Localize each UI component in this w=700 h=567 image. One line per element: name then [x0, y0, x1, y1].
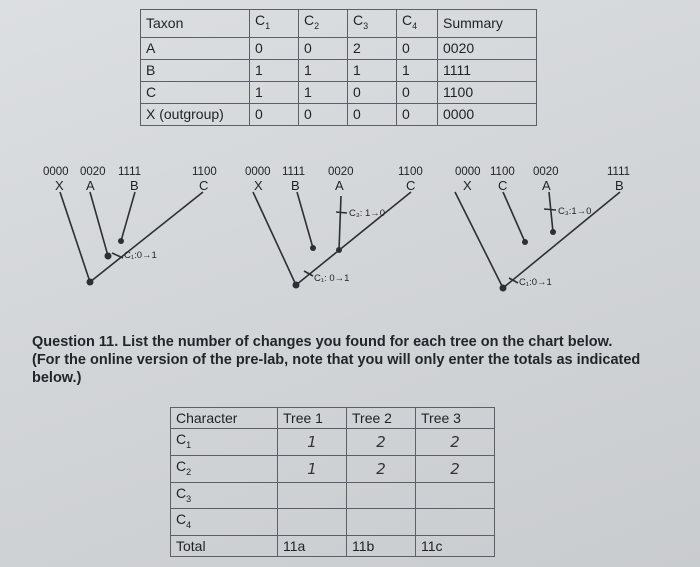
tree3-node: [550, 229, 556, 235]
c2-cell: 1: [299, 81, 348, 103]
total-label: Total: [171, 536, 278, 557]
tree1-change-mark: [112, 253, 123, 258]
tree1-leaf: X: [55, 178, 64, 193]
question-note: (For the online version of the pre-lab, note that you will only enter the totals as indicated below.): [32, 352, 641, 386]
taxon-cell: X (outgroup): [141, 103, 250, 125]
tree3-branch: [455, 192, 503, 288]
answer-cell[interactable]: 2: [347, 455, 416, 482]
taxon-cell: A: [141, 37, 250, 59]
tree1-code: 0000: [43, 166, 69, 178]
tree2-code: 1100: [398, 166, 423, 178]
tree2-code: 0000: [245, 166, 271, 178]
header-c4: $C_4$: [397, 10, 438, 38]
tree2-code: 0020: [328, 166, 354, 178]
tree3-node: [500, 285, 507, 292]
tree2-change-mark: [336, 212, 347, 213]
tree2-node: [310, 245, 316, 251]
tree2-branch: [296, 192, 411, 285]
tree1-branch: [90, 192, 108, 256]
answer-table: [170, 407, 495, 557]
tree3-leaf: X: [463, 178, 472, 193]
tree3-change-mark: [544, 209, 556, 210]
total-row: [171, 536, 495, 557]
table-row: [171, 509, 495, 536]
tree2-branch: [253, 192, 296, 285]
answer-cell[interactable]: [278, 482, 347, 509]
tree3-leaf: B: [615, 178, 624, 193]
c4-cell: 0: [397, 81, 438, 103]
tree2-leaf: C: [406, 178, 416, 193]
tree3-code: 1100: [490, 166, 515, 178]
summary-cell: 0000: [438, 103, 537, 125]
c1-cell: 1: [250, 81, 299, 103]
tree1-code: 0020: [80, 166, 106, 178]
question-number: Question 11.: [32, 334, 119, 350]
c3-cell: 2: [348, 37, 397, 59]
table-row: [171, 482, 495, 509]
tree1-branch: [90, 192, 203, 282]
taxon-cell: C: [141, 81, 250, 103]
tree1-branch: [60, 192, 90, 282]
tree2-leaf: X: [254, 178, 263, 193]
character-label: $C_3$: [171, 482, 278, 509]
header-summary: Summary: [438, 10, 537, 38]
tree1-node: [105, 253, 112, 260]
tree2-branch: [297, 192, 313, 248]
tree1-node: [87, 279, 94, 286]
header-c1: $C_1$: [250, 10, 299, 38]
c3-cell: 0: [348, 81, 397, 103]
answer-cell[interactable]: 2: [347, 429, 416, 456]
answer-cell[interactable]: [416, 509, 495, 536]
c1-cell: 1: [250, 59, 299, 81]
tree3-node: [522, 239, 528, 245]
answer-cell[interactable]: [278, 509, 347, 536]
c3-cell: 1: [348, 59, 397, 81]
summary-cell: 1111: [438, 59, 537, 81]
header-c3: $C_3$: [348, 10, 397, 38]
character-label: $C_4$: [171, 509, 278, 536]
tree3-leaf: A: [542, 178, 551, 193]
tree2-leaf: A: [335, 178, 344, 193]
header-tree3: Tree 3: [416, 408, 495, 429]
c2-cell: 1: [299, 59, 348, 81]
tree1-code: 1111: [118, 166, 142, 178]
character-label: $C_1$: [171, 429, 278, 456]
tree2-node: [336, 247, 342, 253]
tree1-leaf: A: [86, 178, 95, 193]
tree2-leaf: B: [291, 178, 300, 193]
header-tree2: Tree 2: [347, 408, 416, 429]
table-row: [171, 455, 495, 482]
c4-cell: 1: [397, 59, 438, 81]
c1-cell: 0: [250, 37, 299, 59]
header-c2: $C_2$: [299, 10, 348, 38]
header-taxon: Taxon: [141, 10, 250, 38]
tree1-node: [118, 238, 124, 244]
answer-cell[interactable]: 2: [416, 429, 495, 456]
tree2-branch: [339, 196, 341, 250]
c4-cell: 0: [397, 37, 438, 59]
answer-cell[interactable]: [416, 482, 495, 509]
tree1-code: 1100: [192, 166, 217, 178]
c2-cell: 0: [299, 103, 348, 125]
tree2-node: [293, 282, 300, 289]
table-header-row: [171, 408, 495, 429]
character-label: $C_2$: [171, 455, 278, 482]
tree1-change-label: C₁:0→1: [124, 250, 157, 261]
header-character: Character: [171, 408, 278, 429]
answer-cell[interactable]: 1: [278, 429, 347, 456]
question-text: List the number of changes you found for each tree on the chart below.: [122, 334, 613, 350]
tree2-code: 1111: [282, 166, 306, 178]
answer-cell[interactable]: 1: [278, 455, 347, 482]
tree3-code: 0020: [533, 166, 559, 178]
table-row: [171, 429, 495, 456]
header-tree1: Tree 1: [278, 408, 347, 429]
tree3-branch: [503, 192, 525, 242]
tree1-leaf: C: [199, 178, 209, 193]
answer-cell[interactable]: [347, 509, 416, 536]
taxon-cell: B: [141, 59, 250, 81]
question-11: [32, 333, 642, 387]
answer-cell[interactable]: [347, 482, 416, 509]
tree2-change-label: C₃: 1→0: [349, 208, 386, 219]
tree1-leaf: B: [130, 178, 139, 193]
answer-cell[interactable]: 2: [416, 455, 495, 482]
tree3-code: 0000: [455, 166, 481, 178]
total-cell[interactable]: 11b: [347, 536, 416, 557]
tree3-leaf: C: [498, 178, 508, 193]
c1-cell: 0: [250, 103, 299, 125]
c4-cell: 0: [397, 103, 438, 125]
tree3-change-label: C₃:1→0: [558, 206, 592, 217]
total-cell[interactable]: 11c: [416, 536, 495, 557]
tree3-code: 1111: [607, 166, 631, 178]
c2-cell: 0: [299, 37, 348, 59]
summary-cell: 1100: [438, 81, 537, 103]
total-cell[interactable]: 11a: [278, 536, 347, 557]
tree1-branch: [121, 192, 135, 241]
tree2-change-label: C₁: 0→1: [314, 273, 350, 284]
c3-cell: 0: [348, 103, 397, 125]
tree3-branch: [549, 192, 553, 232]
summary-cell: 0020: [438, 37, 537, 59]
tree3-change-label: C₁:0→1: [519, 277, 552, 288]
